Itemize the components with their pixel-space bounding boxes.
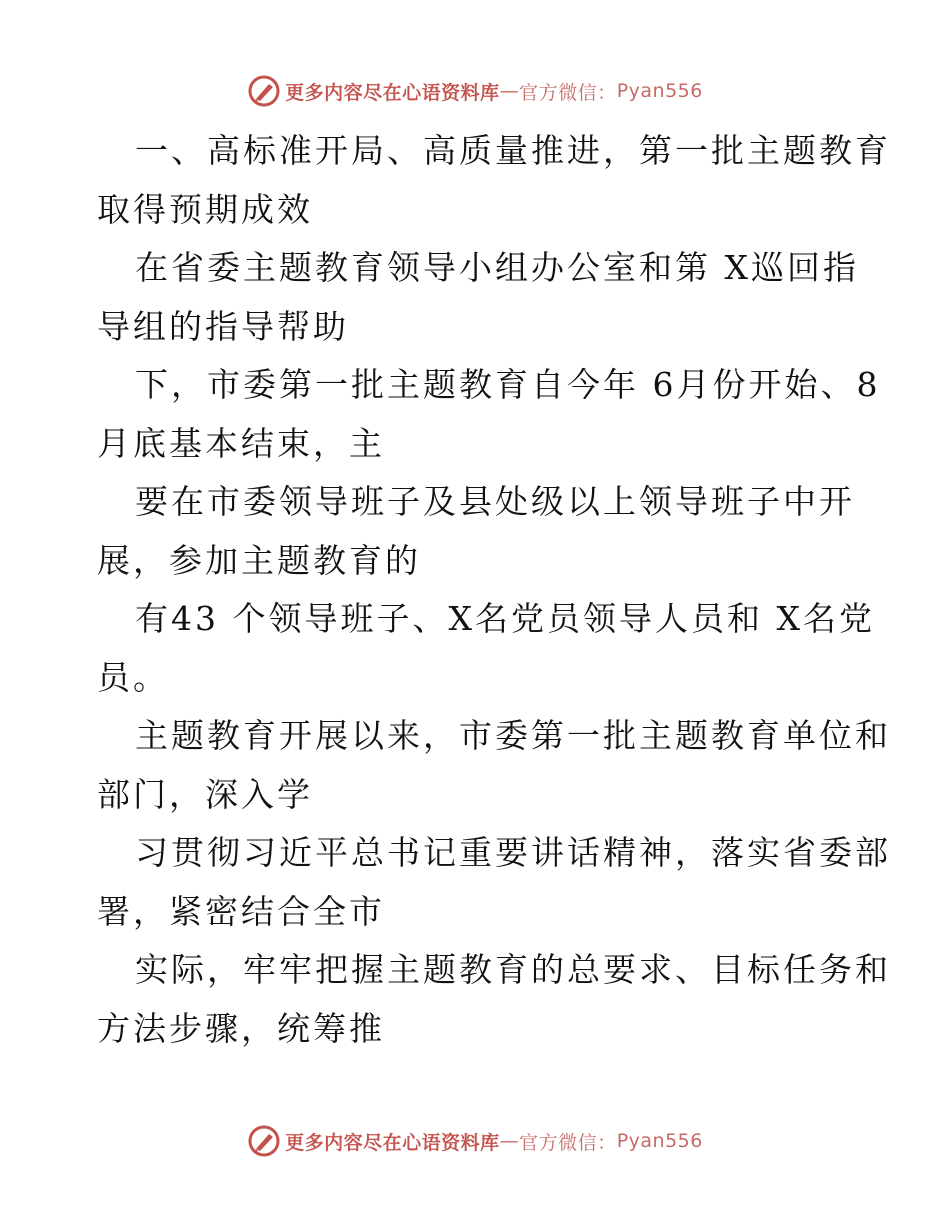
watermark-sub-text: 官方微信： <box>519 1131 617 1154</box>
text-line: 部门，深入学 <box>97 774 313 814</box>
text-line: 习贯彻习近平总书记重要讲话精神，落实省委部 <box>135 833 891 872</box>
text-line: 员。 <box>97 657 169 697</box>
watermark-wechat-id: Pyan556 <box>616 80 703 102</box>
text-line: 一、高标准开局、高质量推进，第一批主题教育 <box>135 131 891 170</box>
watermark-main-text: 更多内容尽在心语资料库 <box>285 1131 500 1154</box>
text-line: 要在市委领导班子及县处级以上领导班子中开 <box>135 482 855 521</box>
text-line: 主题教育开展以来，市委第一批主题教育单位和 <box>135 716 891 755</box>
text-line: 署，紧密结合全市 <box>97 891 385 931</box>
text-line: 取得预期成效 <box>97 189 313 229</box>
text-line: 展，参加主题教育的 <box>97 540 421 580</box>
text-line: 导组的指导帮助 <box>97 306 349 346</box>
text-line: 月底基本结束，主 <box>97 423 385 463</box>
document-body <box>97 122 891 1058</box>
pen-logo-icon <box>247 1124 281 1158</box>
text-line: 有43 个领导班子、X名党员领导人员和 X名党 <box>135 599 875 638</box>
watermark-dash: — <box>499 80 520 102</box>
text-line: 实际，牢牢把握主题教育的总要求、目标任务和 <box>135 950 891 989</box>
watermark-wechat-id: Pyan556 <box>616 1130 703 1152</box>
watermark-dash: — <box>499 1130 520 1152</box>
text-line: 在省委主题教育领导小组办公室和第 X巡回指 <box>135 248 859 287</box>
pen-logo-icon <box>247 74 281 108</box>
header-watermark <box>0 74 950 108</box>
text-line: 下，市委第一批主题教育自今年 6月份开始、8 <box>135 365 881 404</box>
footer-watermark <box>0 1124 950 1158</box>
watermark-sub-text: 官方微信： <box>519 81 617 104</box>
text-line: 方法步骤，统筹推 <box>97 1008 385 1048</box>
watermark-main-text: 更多内容尽在心语资料库 <box>285 81 500 104</box>
